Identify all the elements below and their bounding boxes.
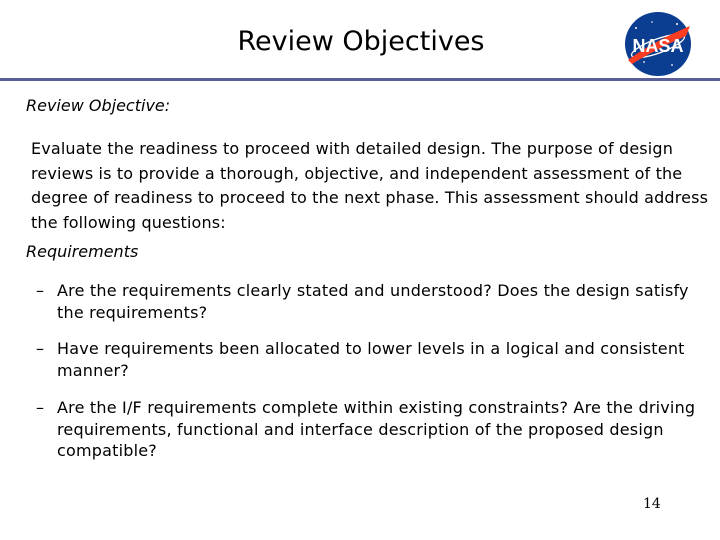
title-divider [0,78,720,81]
list-item [36,397,696,462]
requirements-heading: Requirements [26,242,139,261]
list-item [36,280,696,323]
bullet-text: Have requirements been allocated to lower levels in a logical and consistent manner? [57,339,685,380]
page-number: 14 [643,496,661,512]
list-item [36,338,696,381]
bullet-text: Are the requirements clearly stated and understood? Does the design satisfy the requirements? [57,281,689,322]
review-objective-heading: Review Objective: [26,96,171,115]
nasa-logo-icon [622,10,694,78]
bullet-dash: – [36,398,45,417]
bullet-dash: – [36,339,45,358]
slide-title: Review Objectives [237,26,485,57]
review-objective-paragraph: Evaluate the readiness to proceed with detailed design. The purpose of design reviews is to provide a thorough, objective, and independent assessment of the degree of readiness to proceed to the next phase. This assessment should address the following questions: [31,139,709,232]
nasa-logo-text: NASA [632,36,684,56]
bullet-dash: – [36,281,45,300]
bullet-text: Are the I/F requirements complete within existing constraints? Are the driving requirements, functional and interface description of the proposed design compatible? [57,398,696,460]
